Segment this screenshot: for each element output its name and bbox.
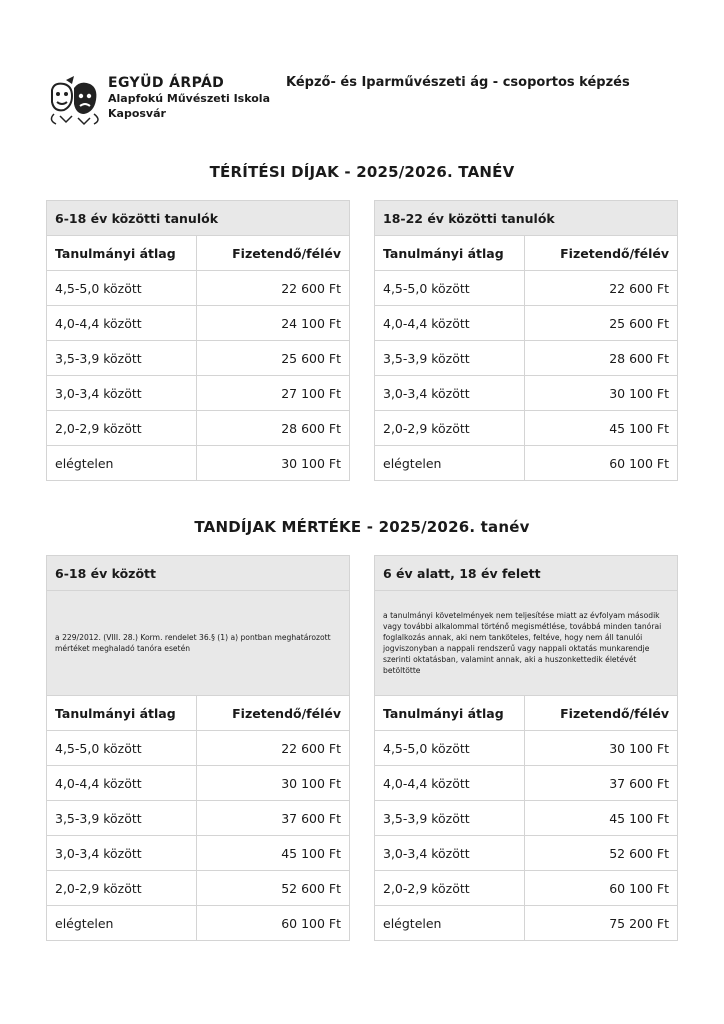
column-header-fee: Fizetendő/félév	[525, 236, 678, 271]
cell-average: elégtelen	[375, 906, 525, 941]
table-row	[47, 836, 350, 871]
fees-table-6-18	[46, 200, 350, 481]
cell-average: 3,5-3,9 között	[47, 801, 197, 836]
school-logo	[46, 72, 276, 128]
table-row	[375, 446, 678, 481]
table-row	[47, 411, 350, 446]
logo-school-name: EGYÜD ÁRPÁD	[108, 75, 225, 91]
column-header-fee: Fizetendő/félév	[197, 696, 350, 731]
cell-fee: 60 100 Ft	[525, 446, 678, 481]
cell-fee: 22 600 Ft	[525, 271, 678, 306]
cell-fee: 24 100 Ft	[197, 306, 350, 341]
column-header-average: Tanulmányi átlag	[375, 696, 525, 731]
table-row	[47, 271, 350, 306]
cell-average: elégtelen	[47, 446, 197, 481]
cell-fee: 25 600 Ft	[525, 306, 678, 341]
cell-fee: 30 100 Ft	[525, 731, 678, 766]
table-row	[375, 906, 678, 941]
cell-fee: 28 600 Ft	[525, 341, 678, 376]
cell-average: 3,0-3,4 között	[47, 836, 197, 871]
column-header-average: Tanulmányi átlag	[47, 696, 197, 731]
cell-fee: 28 600 Ft	[197, 411, 350, 446]
cell-fee: 52 600 Ft	[197, 871, 350, 906]
cell-fee: 45 100 Ft	[197, 836, 350, 871]
cell-average: 2,0-2,9 között	[375, 411, 525, 446]
table-row	[47, 376, 350, 411]
cell-average: 2,0-2,9 között	[47, 871, 197, 906]
table-row	[375, 306, 678, 341]
table-group-header: 6-18 év között	[47, 556, 350, 591]
table-group-header: 18-22 év közötti tanulók	[375, 201, 678, 236]
table-row	[375, 341, 678, 376]
page-header-title: Képző- és Iparművészeti ág - csoportos képzés	[286, 75, 630, 90]
cell-average: 3,0-3,4 között	[375, 376, 525, 411]
table-row	[375, 271, 678, 306]
cell-fee: 27 100 Ft	[197, 376, 350, 411]
tuition-table-6-18	[46, 555, 350, 941]
cell-average: 4,5-5,0 között	[47, 271, 197, 306]
table-note: a tanulmányi követelmények nem teljesítése miatt az évfolyam második vagy további alkalommal történő megismétlése, továbbá minden tanórai foglalkozás annak, aki nem tanköteles, feltéve, hogy nem áll tanulói jogviszonyban a nappali rendszerű vagy nappali oktatás munkarendje szerinti oktatásban, valamint annak, aki a huszonkettedik életévét betöltötte	[375, 591, 678, 696]
cell-fee: 45 100 Ft	[525, 411, 678, 446]
cell-fee: 37 600 Ft	[525, 766, 678, 801]
logo-school-type: Alapfokú Művészeti Iskola	[108, 92, 270, 105]
cell-average: 2,0-2,9 között	[47, 411, 197, 446]
cell-fee: 45 100 Ft	[525, 801, 678, 836]
cell-average: 4,0-4,4 között	[375, 306, 525, 341]
column-header-fee: Fizetendő/félév	[525, 696, 678, 731]
table-row	[47, 731, 350, 766]
cell-average: 3,0-3,4 között	[375, 836, 525, 871]
cell-fee: 30 100 Ft	[197, 766, 350, 801]
table-row	[375, 411, 678, 446]
table-row	[375, 801, 678, 836]
cell-average: 3,5-3,9 között	[375, 341, 525, 376]
cell-fee: 60 100 Ft	[197, 906, 350, 941]
table-row	[47, 341, 350, 376]
cell-average: 4,5-5,0 között	[47, 731, 197, 766]
table-group-header: 6 év alatt, 18 év felett	[375, 556, 678, 591]
cell-average: 4,0-4,4 között	[47, 766, 197, 801]
table-row	[47, 801, 350, 836]
cell-fee: 75 200 Ft	[525, 906, 678, 941]
tuition-table-under6-over18	[374, 555, 678, 941]
table-row	[47, 871, 350, 906]
table-note: a 229/2012. (VIII. 28.) Korm. rendelet 36.§ (1) a) pontban meghatározott mértéket meghaladó tanóra esetén	[47, 591, 350, 696]
column-header-average: Tanulmányi átlag	[47, 236, 197, 271]
cell-fee: 37 600 Ft	[197, 801, 350, 836]
section-title-fees: TÉRÍTÉSI DÍJAK - 2025/2026. TANÉV	[209, 163, 515, 181]
fees-table-18-22	[374, 200, 678, 481]
cell-average: 4,0-4,4 között	[47, 306, 197, 341]
cell-average: 4,0-4,4 között	[375, 766, 525, 801]
column-header-fee: Fizetendő/félév	[197, 236, 350, 271]
cell-average: 3,5-3,9 között	[375, 801, 525, 836]
cell-fee: 52 600 Ft	[525, 836, 678, 871]
theatre-masks-icon	[46, 76, 104, 126]
table-row	[47, 446, 350, 481]
cell-fee: 22 600 Ft	[197, 731, 350, 766]
cell-average: 4,5-5,0 között	[375, 271, 525, 306]
cell-fee: 22 600 Ft	[197, 271, 350, 306]
cell-average: elégtelen	[47, 906, 197, 941]
logo-city: Kaposvár	[108, 107, 166, 120]
cell-average: elégtelen	[375, 446, 525, 481]
table-group-header: 6-18 év közötti tanulók	[47, 201, 350, 236]
column-header-average: Tanulmányi átlag	[375, 236, 525, 271]
table-row	[47, 906, 350, 941]
logo-text	[108, 76, 270, 121]
table-row	[47, 766, 350, 801]
table-row	[375, 871, 678, 906]
table-row	[47, 306, 350, 341]
cell-fee: 30 100 Ft	[197, 446, 350, 481]
table-row	[375, 731, 678, 766]
table-row	[375, 836, 678, 871]
cell-average: 3,0-3,4 között	[47, 376, 197, 411]
cell-fee: 60 100 Ft	[525, 871, 678, 906]
cell-average: 2,0-2,9 között	[375, 871, 525, 906]
cell-fee: 25 600 Ft	[197, 341, 350, 376]
cell-fee: 30 100 Ft	[525, 376, 678, 411]
cell-average: 3,5-3,9 között	[47, 341, 197, 376]
cell-average: 4,5-5,0 között	[375, 731, 525, 766]
table-row	[375, 766, 678, 801]
table-row	[375, 376, 678, 411]
section-title-tuition: TANDÍJAK MÉRTÉKE - 2025/2026. tanév	[194, 518, 530, 536]
